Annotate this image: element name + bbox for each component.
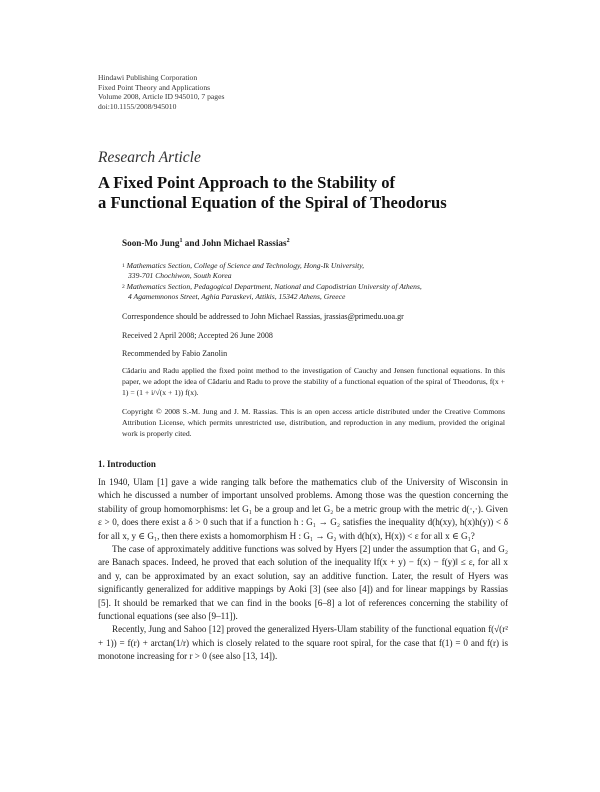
paragraph-2: The case of approximately additive functions was solved by Hyers [2] under the assumption that G₁ and G₂ are Banach spaces. Indeed, he proved that each solution of the inequality ‖f(x + y) − f(x) − f(y)‖ ≤ ε, for all x and y, can be approximated by an exact solution, say an additive function. Later, the result of Hyers was significantly generalized for additive mappings by Aoki [3] (see also [4]) and for linear mappings by Rassias [5]. It should be remarked that we can find in the books [6–8] a lot of references concerning the stability of functional equations (see also [9–11]).	[98, 544, 508, 622]
author-list	[122, 238, 290, 248]
publisher-info	[98, 73, 224, 112]
recommended-by: Recommended by Fabio Zanolin	[122, 349, 228, 358]
paragraph-3: Recently, Jung and Sahoo [12] proved the generalized Hyers-Ulam stability of the functional equation f(√(r² + 1)) = f(r) + arctan(1/r) which is closely related to the square root spiral, for the case that f(1) = 0 and f(r) is monotone increasing for r > 0 (see also [13, 14]).	[98, 624, 508, 662]
author-2-mark: 2	[286, 238, 290, 244]
publisher-name: Hindawi Publishing Corporation	[98, 73, 198, 82]
correspondence: Correspondence should be addressed to John Michael Rassias, jrassias@primedu.uoa.gr	[122, 312, 404, 321]
affiliation-line: 339-701 Chochiwon, South Korea	[128, 271, 232, 281]
author-1-mark: 1	[179, 238, 183, 244]
journal-name: Fixed Point Theory and Applications	[98, 82, 211, 92]
copyright: Copyright © 2008 S.-M. Jung and J. M. Rassias. This is an open access article distributed under the Creative Commons Attribution License, which permits unrestricted use, distribution, and reproduction in any medium, provided the original work is properly cited.	[122, 407, 505, 439]
title-line-2: a Functional Equation of the Spiral of Theodorus	[98, 193, 447, 212]
section-heading: 1. Introduction	[98, 459, 156, 469]
author-2: John Michael Rassias	[201, 238, 287, 249]
volume-info: Volume 2008, Article ID 945010, 7 pages	[98, 92, 225, 102]
article-title	[98, 173, 528, 213]
title-line-1: A Fixed Point Approach to the Stability of	[98, 173, 396, 192]
doi: doi:10.1155/2008/945010	[98, 102, 177, 112]
received-dates: Received 2 April 2008; Accepted 26 June 2008	[122, 331, 273, 340]
affiliation-1	[122, 261, 522, 281]
affiliation-2	[122, 282, 522, 302]
article-type: Research Article	[98, 149, 201, 166]
affiliation-mark: 2	[122, 284, 125, 290]
affiliation-line: 4 Agamemnonos Street, Aghia Paraskevi, Attikis, 15342 Athens, Greece	[128, 292, 346, 302]
body-text	[98, 476, 508, 664]
affiliation-line: Mathematics Section, College of Science and Technology, Hong-Ik University,	[126, 261, 365, 270]
affiliation-line: Mathematics Section, Pedagogical Department, National and Capodistrian University of Athens,	[126, 282, 422, 291]
author-joiner: and	[182, 238, 202, 249]
author-1: Soon-Mo Jung	[122, 238, 180, 249]
paragraph-1: In 1940, Ulam [1] gave a wide ranging talk before the mathematics club of the University of Wisconsin in which he discussed a number of important unsolved problems. Among those was the question concerning the stability of group homomorphisms: let G₁ be a group and let G₂ be a metric group with the metric d(·,·). Given ε > 0, does there exist a δ > 0 such that if a function h : G₁ → G₂ satisfies the inequality d(h(xy), h(x)h(y)) < δ for all x, y ∈ G₁, then there exists a homomorphism H : G₁ → G₂ with d(h(x), H(x)) < ε for all x ∈ G₁?	[98, 477, 508, 541]
abstract: Cădariu and Radu applied the fixed point method to the investigation of Cauchy and Jensen functional equations. In this paper, we adopt the idea of Cădariu and Radu to prove the stability of a functional equation of the spiral of Theodorus, f(x + 1) = (1 + i/√(x + 1)) f(x).	[122, 366, 505, 398]
affiliation-mark: 1	[122, 263, 125, 269]
